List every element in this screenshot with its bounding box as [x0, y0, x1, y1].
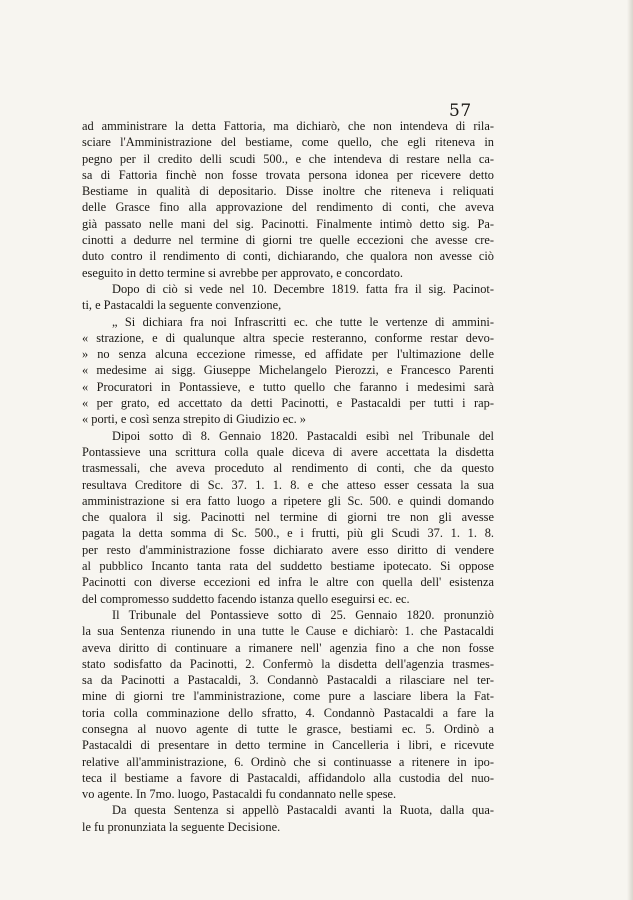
text-line: » no senza alcuna eccezione rimesse, ed affidate per l'ultimazione delle: [82, 347, 494, 362]
text-line: le fu pronunziata la seguente Decisione.: [82, 819, 281, 834]
text-line: la sua Sentenza riunendo in una tutte le Cause e dichiarò: 1. che Pastacaldi: [82, 624, 494, 639]
text-line: già passato nelle mani del sig. Pacinotti. Finalmente intimò detto sig. Pa-: [82, 216, 494, 231]
text-line: « strazione, e di qualunque altra specie resteranno, conforme restar devo-: [82, 330, 494, 345]
text-line: aveva diritto di continuare a rimanere nell' agenzia fino a che non fosse: [82, 640, 494, 655]
page-number: 57: [449, 101, 472, 121]
text-line: stato sodisfatto da Pacinotti, 2. Confermò la disdetta dell'agenzia trasmes-: [82, 656, 494, 671]
text-line: « porti, e così senza strepito di Giudizio ec. »: [82, 412, 307, 427]
text-line: Pacinotti con diverse eccezioni ed infra le altre con quella dell' esistenza: [82, 575, 494, 590]
text-line: « Procuratori in Pontassieve, e tutto quello che faranno i medesimi sarà: [82, 379, 494, 394]
text-line: ad amministrare la detta Fattoria, ma dichiarò, che non intendeva di rila-: [82, 119, 494, 133]
text-line: al pubblico Incanto tanta rata del suddetto bestiame ipotecato. Si oppose: [82, 559, 494, 574]
text-line: « per grato, ed accettato da detti Pacinotti, e Pastacaldi per tutti i rap-: [82, 396, 494, 411]
text-line: resultava Creditore di Sc. 37. 1. 1. 8. e che atteso esser cessata la sua: [82, 477, 494, 492]
text-line: vo agente. In 7mo. luogo, Pastacaldi fu condannato nelle spese.: [82, 787, 397, 802]
text-line: Pastacaldi di presentare in detto termine in Cancelleria i libri, e ricevute: [82, 738, 494, 753]
text-line: delle Grasce fino alla approvazione del rendimento di conti, che aveva: [82, 200, 494, 215]
text-line: Il Tribunale del Pontassieve sotto dì 25. Gennaio 1820. pronunziò: [112, 607, 494, 622]
text-line: trasmessali, che aveva proceduto al rendimento di conti, che da questo: [82, 461, 494, 476]
text-line: eseguito in detto termine si avrebbe per approvato, e concordato.: [82, 265, 404, 280]
page-edge-shadow: [627, 0, 633, 900]
text-line: ti, e Pastacaldi la seguente convenzione,: [82, 298, 282, 313]
text-line: teca il bestiame a favore di Pastacaldi, affidandolo alla custodia del nuo-: [82, 770, 494, 785]
text-line: Da questa Sentenza si appellò Pastacaldi avanti la Ruota, dalla qua-: [112, 803, 494, 818]
text-line: amministrazione si era fatto luogo a ripetere gli Sc. 500. e quindi domando: [82, 493, 494, 508]
text-line: cinotti a dedurre nel termine di giorni tre quelle eccezioni che avesse cre-: [82, 233, 494, 248]
text-line: Dipoi sotto dì 8. Gennaio 1820. Pastacaldi esibì nel Tribunale del: [112, 428, 494, 443]
text-line: sciare l'Amministrazione del bestiame, come quello, che egli riteneva in: [82, 135, 494, 150]
text-line: per resto d'amministrazione fosse dichiarato avere esso diritto di vendere: [82, 542, 494, 557]
text-line: che qualora il sig. Pacinotti nel termine di giorni tre non gli avesse: [82, 510, 494, 525]
text-line: del compromesso suddetto facendo istanza quello eseguirsi ec. ec.: [82, 591, 410, 606]
text-line: Bestiame in qualità di depositario. Disse inoltre che riteneva i reliquati: [82, 184, 494, 199]
text-line: consegna al nuovo agente di tutte le grasce, bestiami ec. 5. Ordinò a: [82, 721, 494, 736]
body-text: [82, 118, 494, 835]
text-line: Dopo di ciò si vede nel 10. Decembre 1819. fatta fra il sig. Pacinot-: [112, 281, 494, 296]
text-line: relative all'amministrazione, 6. Ordinò che si continuasse a ritenere in ipo-: [82, 754, 494, 769]
text-line: mine di giorni tre l'amministrazione, come pure a lasciare libera la Fat-: [82, 689, 494, 704]
text-line: sa di Fattoria finchè non fosse trovata persona idonea per ricevere detto: [82, 167, 494, 182]
text-line: toria colla comminazione dello sfratto, 4. Condannò Pastacaldi a fare la: [82, 705, 494, 720]
text-line: „ Si dichiara fra noi Infrascritti ec. che tutte le vertenze di ammini-: [112, 314, 494, 329]
text-line: Pontassieve una scrittura colla quale diceva di avere accettata la disdetta: [82, 444, 494, 459]
text-line: duto contro il rendimento di conti, dichiarando, che qualora non avesse ciò: [82, 249, 494, 264]
text-line: pegno per il credito delli scudi 500., e che intendeva di restare nella ca-: [82, 151, 494, 166]
text-line: pagata la detta somma di Sc. 500., e i frutti, più gli Scudi 37. 1. 1. 8.: [82, 526, 494, 541]
text-line: sa da Pacinotti a Pastacaldi, 3. Condannò Pastacaldi a rilasciare nel ter-: [82, 673, 494, 688]
text-line: « medesime ai sigg. Giuseppe Michelangelo Pierozzi, e Francesco Parenti: [82, 363, 494, 378]
